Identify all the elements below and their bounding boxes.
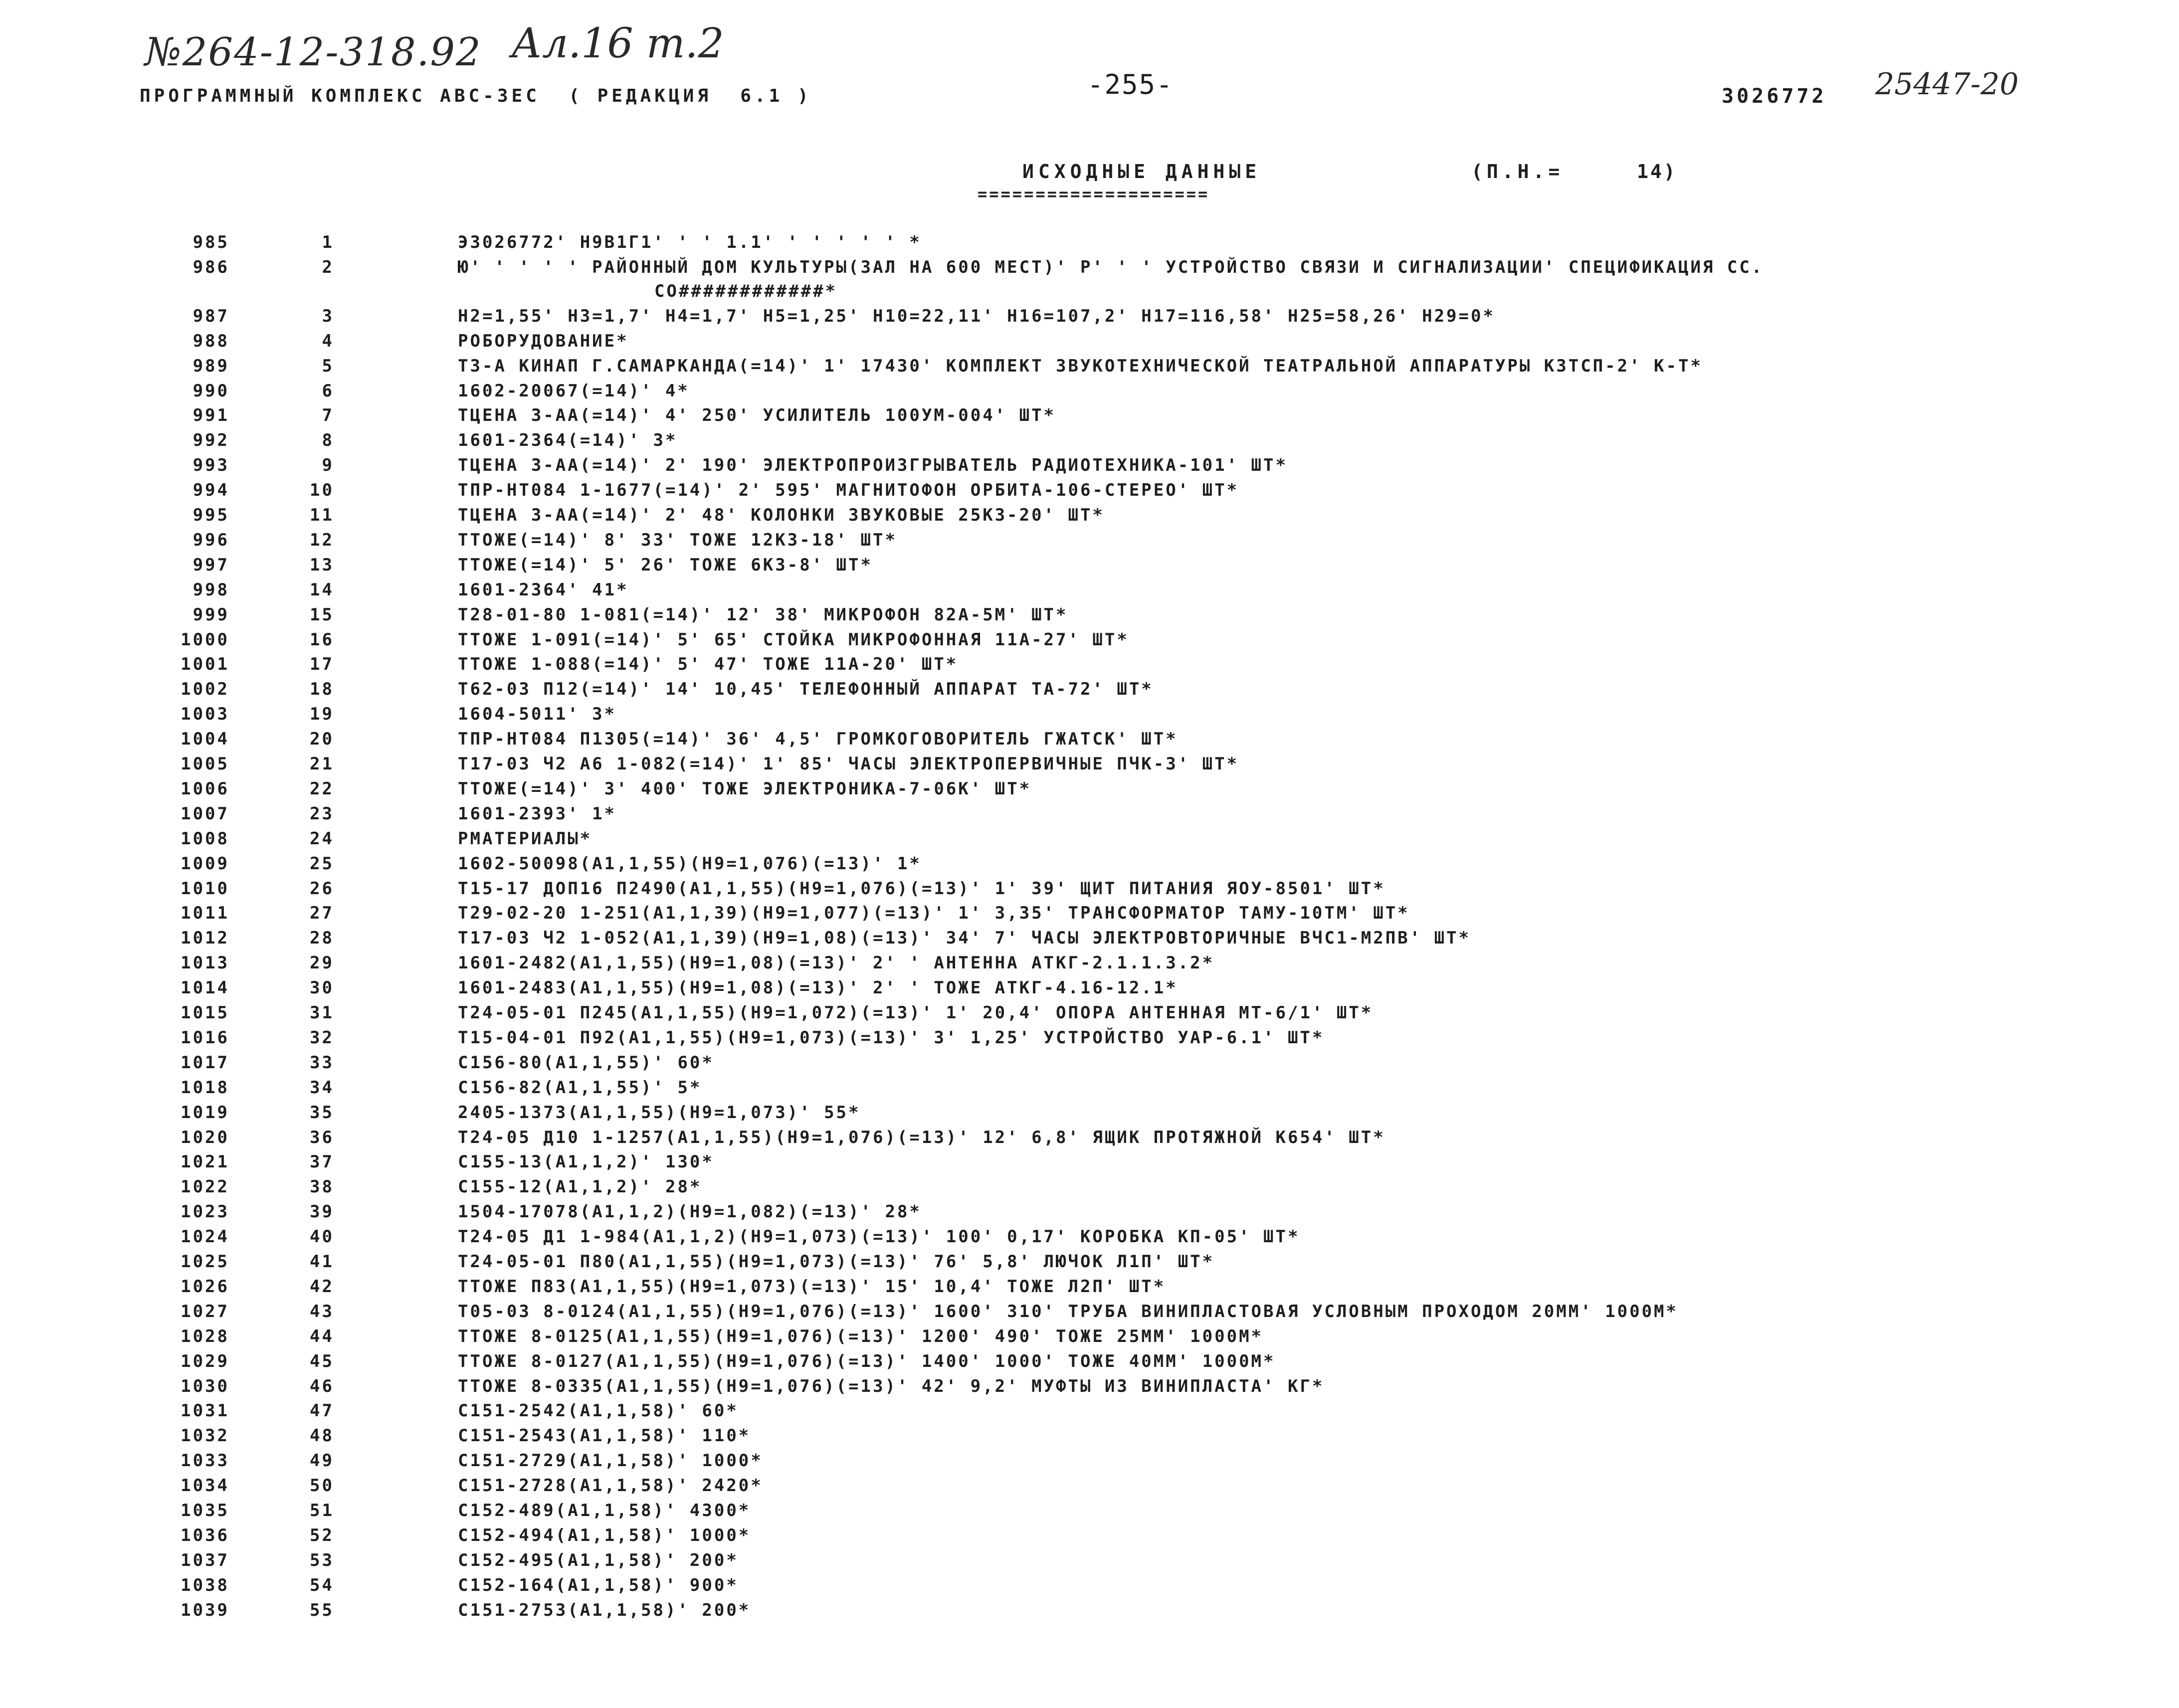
row-index: 16: [310, 630, 334, 650]
row-index: 55: [310, 1600, 334, 1620]
listing-row: [0, 827, 2145, 851]
row-text: РМАТЕРИАЛЫ*: [458, 829, 593, 849]
row-index: 50: [310, 1476, 334, 1496]
listing-row: [0, 677, 2145, 701]
row-index: 3: [322, 306, 334, 326]
row-text: С155-12(А1,1,2)' 28*: [458, 1177, 702, 1197]
row-line-number: 1025: [181, 1252, 229, 1272]
row-line-number: 1037: [181, 1550, 229, 1570]
listing-row: [0, 1399, 2145, 1423]
row-line-number: 1006: [181, 779, 229, 799]
row-text: ТТОЖЕ 8-0127(А1,1,55)(Н9=1,076)(=13)' 1400' 1000' ТОЖЕ 40ММ' 1000М*: [458, 1351, 1276, 1371]
row-text: С152-494(А1,1,58)' 1000*: [458, 1525, 751, 1545]
row-text: ТТОЖЕ 1-088(=14)' 5' 47' ТОЖЕ 11А-20' ШТ*: [458, 654, 959, 674]
listing-row: [0, 727, 2145, 751]
listing-row: [0, 379, 2145, 403]
row-index: 49: [310, 1451, 334, 1471]
row-line-number: 1020: [181, 1128, 229, 1147]
row-line-number: 991: [193, 405, 229, 425]
row-line-number: 994: [193, 480, 229, 500]
row-text: Т3-А КИНАП Г.САМАРКАНДА(=14)' 1' 17430' КОМПЛЕКТ ЗВУКОТЕХНИЧЕСКОЙ ТЕАТРАЛЬНОЙ АППАРАТУРЫ КЗТСП-2' К-Т*: [458, 356, 1703, 376]
row-text: ТТОЖЕ 8-0335(А1,1,55)(Н9=1,076)(=13)' 42' 9,2' МУФТЫ ИЗ ВИНИПЛАСТА' КГ*: [458, 1376, 1325, 1396]
row-text: 1601-2364' 41*: [458, 580, 629, 600]
listing-row: [0, 578, 2145, 602]
row-text: Т24-05-01 П245(А1,1,55)(Н9=1,072)(=13)' 1' 20,4' ОПОРА АНТЕННАЯ МТ-6/1' ШТ*: [458, 1003, 1374, 1023]
row-index: 47: [310, 1401, 334, 1421]
row-line-number: 1024: [181, 1227, 229, 1247]
row-text: С151-2753(А1,1,58)' 200*: [458, 1600, 751, 1620]
row-line-number: 1004: [181, 729, 229, 749]
row-index: 38: [310, 1177, 334, 1197]
row-index: 37: [310, 1152, 334, 1172]
row-line-number: 1031: [181, 1401, 229, 1421]
row-index: 33: [310, 1053, 334, 1073]
row-index: 34: [310, 1078, 334, 1098]
listing-row: [0, 1001, 2145, 1025]
row-line-number: 1019: [181, 1103, 229, 1123]
row-line-number: 995: [193, 505, 229, 525]
row-text: С151-2542(А1,1,58)' 60*: [458, 1401, 739, 1421]
row-index: 30: [310, 978, 334, 998]
listing-row: [0, 702, 2145, 726]
row-index: 28: [310, 928, 334, 948]
row-text: 1602-20067(=14)' 4*: [458, 381, 690, 401]
listing-row: [0, 1523, 2145, 1547]
listing-row: [0, 976, 2145, 1000]
listing-row: [0, 1175, 2145, 1199]
row-line-number: 1035: [181, 1501, 229, 1520]
row-index: 15: [310, 605, 334, 625]
document-number: 3026772: [1722, 85, 1827, 108]
listing-row: [0, 802, 2145, 826]
listing-row: [0, 1126, 2145, 1149]
row-index: 9: [322, 455, 334, 475]
listing-row: [0, 652, 2145, 676]
row-index: 36: [310, 1128, 334, 1147]
listing-row: [0, 553, 2145, 577]
row-text: Т05-03 8-0124(А1,1,55)(Н9=1,076)(=13)' 1600' 310' ТРУБА ВИНИПЛАСТОВАЯ УСЛОВНЫМ ПРОХОДОМ 20ММ' 1000М*: [458, 1302, 1678, 1322]
row-text: ТТОЖЕ 1-091(=14)' 5' 65' СТОЙКА МИКРОФОННАЯ 11А-27' ШТ*: [458, 630, 1129, 650]
listing-row: [0, 1449, 2145, 1473]
row-line-number: 1030: [181, 1376, 229, 1396]
section-underline: ====================: [978, 185, 1210, 203]
row-text: Н2=1,55' Н3=1,7' Н4=1,7' Н5=1,25' Н10=22,11' Н16=107,2' Н17=116,58' Н25=58,26' Н29=0*: [458, 306, 1495, 326]
handwritten-reference: №264-12-318.92: [145, 30, 482, 75]
row-index: 27: [310, 903, 334, 923]
row-index: 4: [322, 331, 334, 351]
listing-row: [0, 1076, 2145, 1100]
page-number: -255-: [1087, 69, 1174, 100]
row-index: 41: [310, 1252, 334, 1272]
row-index: 52: [310, 1525, 334, 1545]
listing-row: [0, 1349, 2145, 1373]
listing-row: [0, 752, 2145, 776]
listing-row: [0, 1598, 2145, 1622]
listing-row: [0, 230, 2145, 254]
listing-row: [0, 628, 2145, 652]
row-line-number: 1036: [181, 1525, 229, 1545]
row-index: 39: [310, 1202, 334, 1222]
row-line-number: 1009: [181, 854, 229, 874]
row-index: 19: [310, 704, 334, 724]
listing-row: [0, 1325, 2145, 1348]
row-text: Т17-03 Ч2 1-052(А1,1,39)(Н9=1,08)(=13)' 34' 7' ЧАСЫ ЭЛЕКТРОВТОРИЧНЫЕ ВЧС1-М2ПВ' ШТ*: [458, 928, 1471, 948]
sheet-number: 14): [1637, 161, 1677, 183]
row-index: 20: [310, 729, 334, 749]
row-index: 25: [310, 854, 334, 874]
listing-row: [0, 255, 2145, 301]
row-line-number: 996: [193, 530, 229, 550]
row-line-number: 1026: [181, 1277, 229, 1297]
listing-row: [0, 1474, 2145, 1498]
row-index: 29: [310, 953, 334, 973]
row-index: 8: [322, 430, 334, 450]
row-index: 1: [322, 232, 334, 252]
row-index: 6: [322, 381, 334, 401]
row-text: С151-2728(А1,1,58)' 2420*: [458, 1476, 763, 1496]
row-line-number: 997: [193, 555, 229, 575]
row-line-number: 1001: [181, 654, 229, 674]
listing-row: [0, 926, 2145, 950]
row-text: С152-489(А1,1,58)' 4300*: [458, 1501, 751, 1520]
row-text: С155-13(А1,1,2)' 130*: [458, 1152, 714, 1172]
row-index: 10: [310, 480, 334, 500]
row-line-number: 1023: [181, 1202, 229, 1222]
row-text: Ю' ' ' ' ' РАЙОННЫЙ ДОМ КУЛЬТУРЫ(ЗАЛ НА 600 МЕСТ)' Р' ' ' УСТРОЙСТВО СВЯЗИ И СИГНАЛИЗАЦИИ' СПЕЦИФИКАЦИЯ СС.: [458, 257, 1764, 277]
row-text: ТЦЕНА 3-АА(=14)' 4' 250' УСИЛИТЕЛЬ 100УМ-004' ШТ*: [458, 405, 1056, 425]
row-text: Т28-01-80 1-081(=14)' 12' 38' МИКРОФОН 82А-5М' ШТ*: [458, 605, 1068, 625]
row-line-number: 1015: [181, 1003, 229, 1023]
listing-row: [0, 1250, 2145, 1274]
row-index: 45: [310, 1351, 334, 1371]
listing-row: [0, 1275, 2145, 1299]
row-index: 26: [310, 879, 334, 899]
row-text: Т24-05 Д1 1-984(А1,1,2)(Н9=1,073)(=13)' 100' 0,17' КОРОБКА КП-05' ШТ*: [458, 1227, 1300, 1247]
row-line-number: 1005: [181, 754, 229, 774]
row-index: 12: [310, 530, 334, 550]
row-text: С152-495(А1,1,58)' 200*: [458, 1550, 739, 1570]
section-title: ИСХОДНЫЕ ДАННЫЕ: [1022, 161, 1261, 183]
row-index: 7: [322, 405, 334, 425]
row-text: С151-2543(А1,1,58)' 110*: [458, 1426, 751, 1446]
row-line-number: 1018: [181, 1078, 229, 1098]
row-line-number: 1013: [181, 953, 229, 973]
row-line-number: 1039: [181, 1600, 229, 1620]
row-index: 42: [310, 1277, 334, 1297]
row-index: 18: [310, 679, 334, 699]
row-text: Т24-05 Д10 1-1257(А1,1,55)(Н9=1,076)(=13)' 12' 6,8' ЯЩИК ПРОТЯЖНОЙ К654' ШТ*: [458, 1128, 1386, 1147]
listing-row: [0, 1573, 2145, 1597]
row-line-number: 993: [193, 455, 229, 475]
listing-row: [0, 877, 2145, 901]
row-line-number: 1000: [181, 630, 229, 650]
row-line-number: 1014: [181, 978, 229, 998]
row-index: 53: [310, 1550, 334, 1570]
row-index: 14: [310, 580, 334, 600]
row-line-number: 1027: [181, 1302, 229, 1322]
row-line-number: 988: [193, 331, 229, 351]
row-line-number: 987: [193, 306, 229, 326]
row-line-number: 1016: [181, 1028, 229, 1048]
row-index: 11: [310, 505, 334, 525]
row-text: Э3026772' Н9В1Г1' ' ' 1.1' ' ' ' ' ' *: [458, 232, 922, 252]
row-text-continuation: СО############*: [654, 281, 838, 301]
program-header: ПРОГРАММНЫЙ КОМПЛЕКС АВС-3ЕС ( РЕДАКЦИЯ 6.1 ): [140, 86, 812, 106]
row-line-number: 986: [193, 257, 229, 277]
row-text: Т29-02-20 1-251(А1,1,39)(Н9=1,077)(=13)' 1' 3,35' ТРАНСФОРМАТОР ТАМУ-10ТМ' ШТ*: [458, 903, 1410, 923]
listing-row: [0, 403, 2145, 427]
row-text: С151-2729(А1,1,58)' 1000*: [458, 1451, 763, 1471]
row-line-number: 1010: [181, 879, 229, 899]
listing-row: [0, 1101, 2145, 1125]
row-text: 2405-1373(А1,1,55)(Н9=1,073)' 55*: [458, 1103, 861, 1123]
row-line-number: 1028: [181, 1327, 229, 1346]
row-text: РОБОРУДОВАНИЕ*: [458, 331, 629, 351]
row-line-number: 992: [193, 430, 229, 450]
row-line-number: 1008: [181, 829, 229, 849]
row-index: 32: [310, 1028, 334, 1048]
listing-row: [0, 1374, 2145, 1398]
listing-row: [0, 1548, 2145, 1572]
row-line-number: 1033: [181, 1451, 229, 1471]
listing-row: [0, 1424, 2145, 1448]
row-line-number: 998: [193, 580, 229, 600]
sheet-label: (П.Н.=: [1471, 161, 1564, 183]
row-index: 5: [322, 356, 334, 376]
row-index: 2: [322, 257, 334, 277]
listing-row: [0, 503, 2145, 527]
listing-row: [0, 453, 2145, 477]
row-line-number: 1017: [181, 1053, 229, 1073]
row-text: 1602-50098(А1,1,55)(Н9=1,076)(=13)' 1*: [458, 854, 922, 874]
listing-row: [0, 1200, 2145, 1224]
listing-row: [0, 1150, 2145, 1174]
row-index: 46: [310, 1376, 334, 1396]
row-text: ТТОЖЕ 8-0125(А1,1,55)(Н9=1,076)(=13)' 1200' 490' ТОЖЕ 25ММ' 1000М*: [458, 1327, 1264, 1346]
row-index: 31: [310, 1003, 334, 1023]
row-index: 13: [310, 555, 334, 575]
row-index: 17: [310, 654, 334, 674]
row-line-number: 1029: [181, 1351, 229, 1371]
row-text: 1601-2483(А1,1,55)(Н9=1,08)(=13)' 2' ' ТОЖЕ АТКГ-4.16-12.1*: [458, 978, 1178, 998]
row-text: С156-82(А1,1,55)' 5*: [458, 1078, 702, 1098]
row-text: ТПР-НТ084 1-1677(=14)' 2' 595' МАГНИТОФОН ОРБИТА-106-СТЕРЕО' ШТ*: [458, 480, 1239, 500]
listing-row: [0, 777, 2145, 801]
row-index: 35: [310, 1103, 334, 1123]
handwritten-code: 25447-20: [1875, 67, 2019, 102]
listing-row: [0, 1499, 2145, 1522]
listing-row: [0, 1051, 2145, 1075]
row-line-number: 999: [193, 605, 229, 625]
row-text: ТЦЕНА 3-АА(=14)' 2' 48' КОЛОНКИ ЗВУКОВЫЕ 25К3-20' ШТ*: [458, 505, 1105, 525]
listing-row: [0, 951, 2145, 975]
row-line-number: 989: [193, 356, 229, 376]
row-index: 43: [310, 1302, 334, 1322]
row-index: 54: [310, 1575, 334, 1595]
row-index: 40: [310, 1227, 334, 1247]
row-index: 23: [310, 804, 334, 824]
listing-row: [0, 354, 2145, 378]
row-line-number: 1021: [181, 1152, 229, 1172]
listing-row: [0, 329, 2145, 353]
row-index: 24: [310, 829, 334, 849]
row-text: ТТОЖЕ П83(А1,1,55)(Н9=1,073)(=13)' 15' 10,4' ТОЖЕ Л2П' ШТ*: [458, 1277, 1166, 1297]
row-line-number: 1038: [181, 1575, 229, 1595]
row-line-number: 990: [193, 381, 229, 401]
row-index: 22: [310, 779, 334, 799]
row-text: ТЦЕНА 3-АА(=14)' 2' 190' ЭЛЕКТРОПРОИЗГРЫВАТЕЛЬ РАДИОТЕХНИКА-101' ШТ*: [458, 455, 1288, 475]
row-text: 1604-5011' 3*: [458, 704, 617, 724]
row-text: 1601-2482(А1,1,55)(Н9=1,08)(=13)' 2' ' АНТЕННА АТКГ-2.1.1.3.2*: [458, 953, 1215, 973]
row-text: 1601-2364(=14)' 3*: [458, 430, 678, 450]
row-line-number: 1034: [181, 1476, 229, 1496]
row-line-number: 985: [193, 232, 229, 252]
listing-row: [0, 852, 2145, 876]
row-text: Т15-17 ДОП16 П2490(А1,1,55)(Н9=1,076)(=13)' 1' 39' ЩИТ ПИТАНИЯ ЯОУ-8501' ШТ*: [458, 879, 1386, 899]
row-line-number: 1003: [181, 704, 229, 724]
row-text: ТТОЖЕ(=14)' 8' 33' ТОЖЕ 12К3-18' ШТ*: [458, 530, 897, 550]
listing-row: [0, 478, 2145, 502]
row-line-number: 1007: [181, 804, 229, 824]
row-line-number: 1032: [181, 1426, 229, 1446]
row-index: 21: [310, 754, 334, 774]
row-text: Т24-05-01 П80(А1,1,55)(Н9=1,073)(=13)' 76' 5,8' ЛЮЧОК Л1П' ШТ*: [458, 1252, 1215, 1272]
row-text: 1504-17078(А1,1,2)(Н9=1,082)(=13)' 28*: [458, 1202, 922, 1222]
row-index: 48: [310, 1426, 334, 1446]
listing-row: [0, 1026, 2145, 1050]
listing-row: [0, 901, 2145, 925]
row-line-number: 1011: [181, 903, 229, 923]
row-text: Т15-04-01 П92(А1,1,55)(Н9=1,073)(=13)' 3' 1,25' УСТРОЙСТВО УАР-6.1' ШТ*: [458, 1028, 1325, 1048]
row-text: ТПР-НТ084 П1305(=14)' 36' 4,5' ГРОМКОГОВОРИТЕЛЬ ГЖАТСК' ШТ*: [458, 729, 1178, 749]
listing-row: [0, 304, 2145, 328]
row-text: Т17-03 Ч2 А6 1-082(=14)' 1' 85' ЧАСЫ ЭЛЕКТРОПЕРВИЧНЫЕ ПЧК-3' ШТ*: [458, 754, 1239, 774]
row-text: Т62-03 П12(=14)' 14' 10,45' ТЕЛЕФОННЫЙ АППАРАТ ТА-72' ШТ*: [458, 679, 1154, 699]
handwritten-album-reference: Ал.16 т.2: [511, 20, 724, 67]
row-index: 51: [310, 1501, 334, 1520]
row-text: 1601-2393' 1*: [458, 804, 617, 824]
row-line-number: 1012: [181, 928, 229, 948]
listing-row: [0, 603, 2145, 627]
listing-row: [0, 1300, 2145, 1324]
row-text: С152-164(А1,1,58)' 900*: [458, 1575, 739, 1595]
listing-row: [0, 528, 2145, 552]
row-text: С156-80(А1,1,55)' 60*: [458, 1053, 714, 1073]
row-line-number: 1022: [181, 1177, 229, 1197]
row-line-number: 1002: [181, 679, 229, 699]
row-text: ТТОЖЕ(=14)' 5' 26' ТОЖЕ 6К3-8' ШТ*: [458, 555, 873, 575]
row-text: ТТОЖЕ(=14)' 3' 400' ТОЖЕ ЭЛЕКТРОНИКА-7-06К' ШТ*: [458, 779, 1032, 799]
row-index: 44: [310, 1327, 334, 1346]
listing-row: [0, 428, 2145, 452]
listing-row: [0, 1225, 2145, 1249]
